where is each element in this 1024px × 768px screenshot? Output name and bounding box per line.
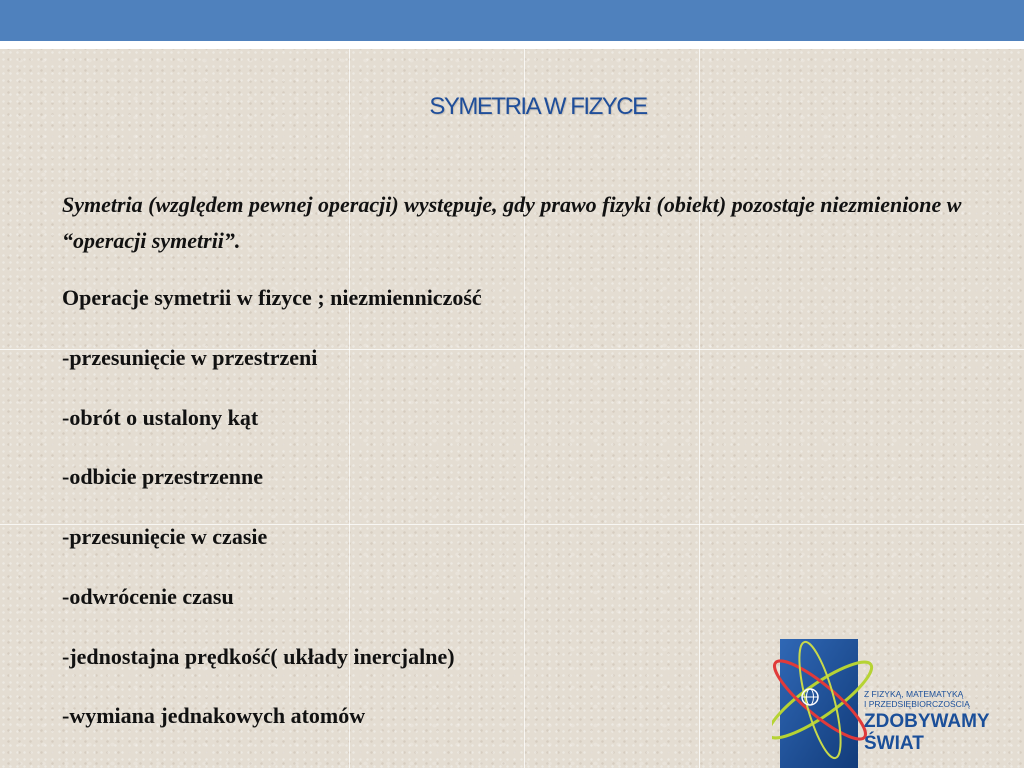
logo-text-line1: Z FIZYKĄ, MATEMATYKĄ bbox=[864, 689, 964, 699]
list-item: -odbicie przestrzenne bbox=[62, 464, 263, 489]
grid-line bbox=[524, 49, 525, 768]
operations-heading: Operacje symetrii w fizyce ; niezmienniczość bbox=[62, 285, 482, 310]
list-item: -przesunięcie w przestrzeni bbox=[62, 345, 318, 370]
slide bbox=[0, 49, 1024, 768]
top-accent-bar bbox=[0, 0, 1024, 41]
zdobywamy-swiat-logo bbox=[772, 625, 1024, 768]
symmetry-definition: Symetria (względem pewnej operacji) występuje, gdy prawo fizyki (obiekt) pozostaje niezmienione w “operacji symetrii”. bbox=[62, 192, 962, 253]
slide-title: SYMETRIA W FIZYCE bbox=[429, 93, 647, 120]
logo-text-line3: ZDOBYWAMY bbox=[864, 711, 990, 732]
list-item: -obrót o ustalony kąt bbox=[62, 405, 259, 430]
logo-text-line4: ŚWIAT bbox=[864, 733, 924, 754]
list-item: -odwrócenie czasu bbox=[62, 584, 234, 609]
grid-line bbox=[699, 49, 700, 768]
list-item: -przesunięcie w czasie bbox=[62, 524, 268, 549]
list-item: -wymiana jednakowych atomów bbox=[62, 703, 366, 728]
logo-text-line2: I PRZEDSIĘBIORCZOŚCIĄ bbox=[864, 699, 970, 709]
list-item: -jednostajna prędkość( układy inercjalne) bbox=[62, 644, 455, 669]
